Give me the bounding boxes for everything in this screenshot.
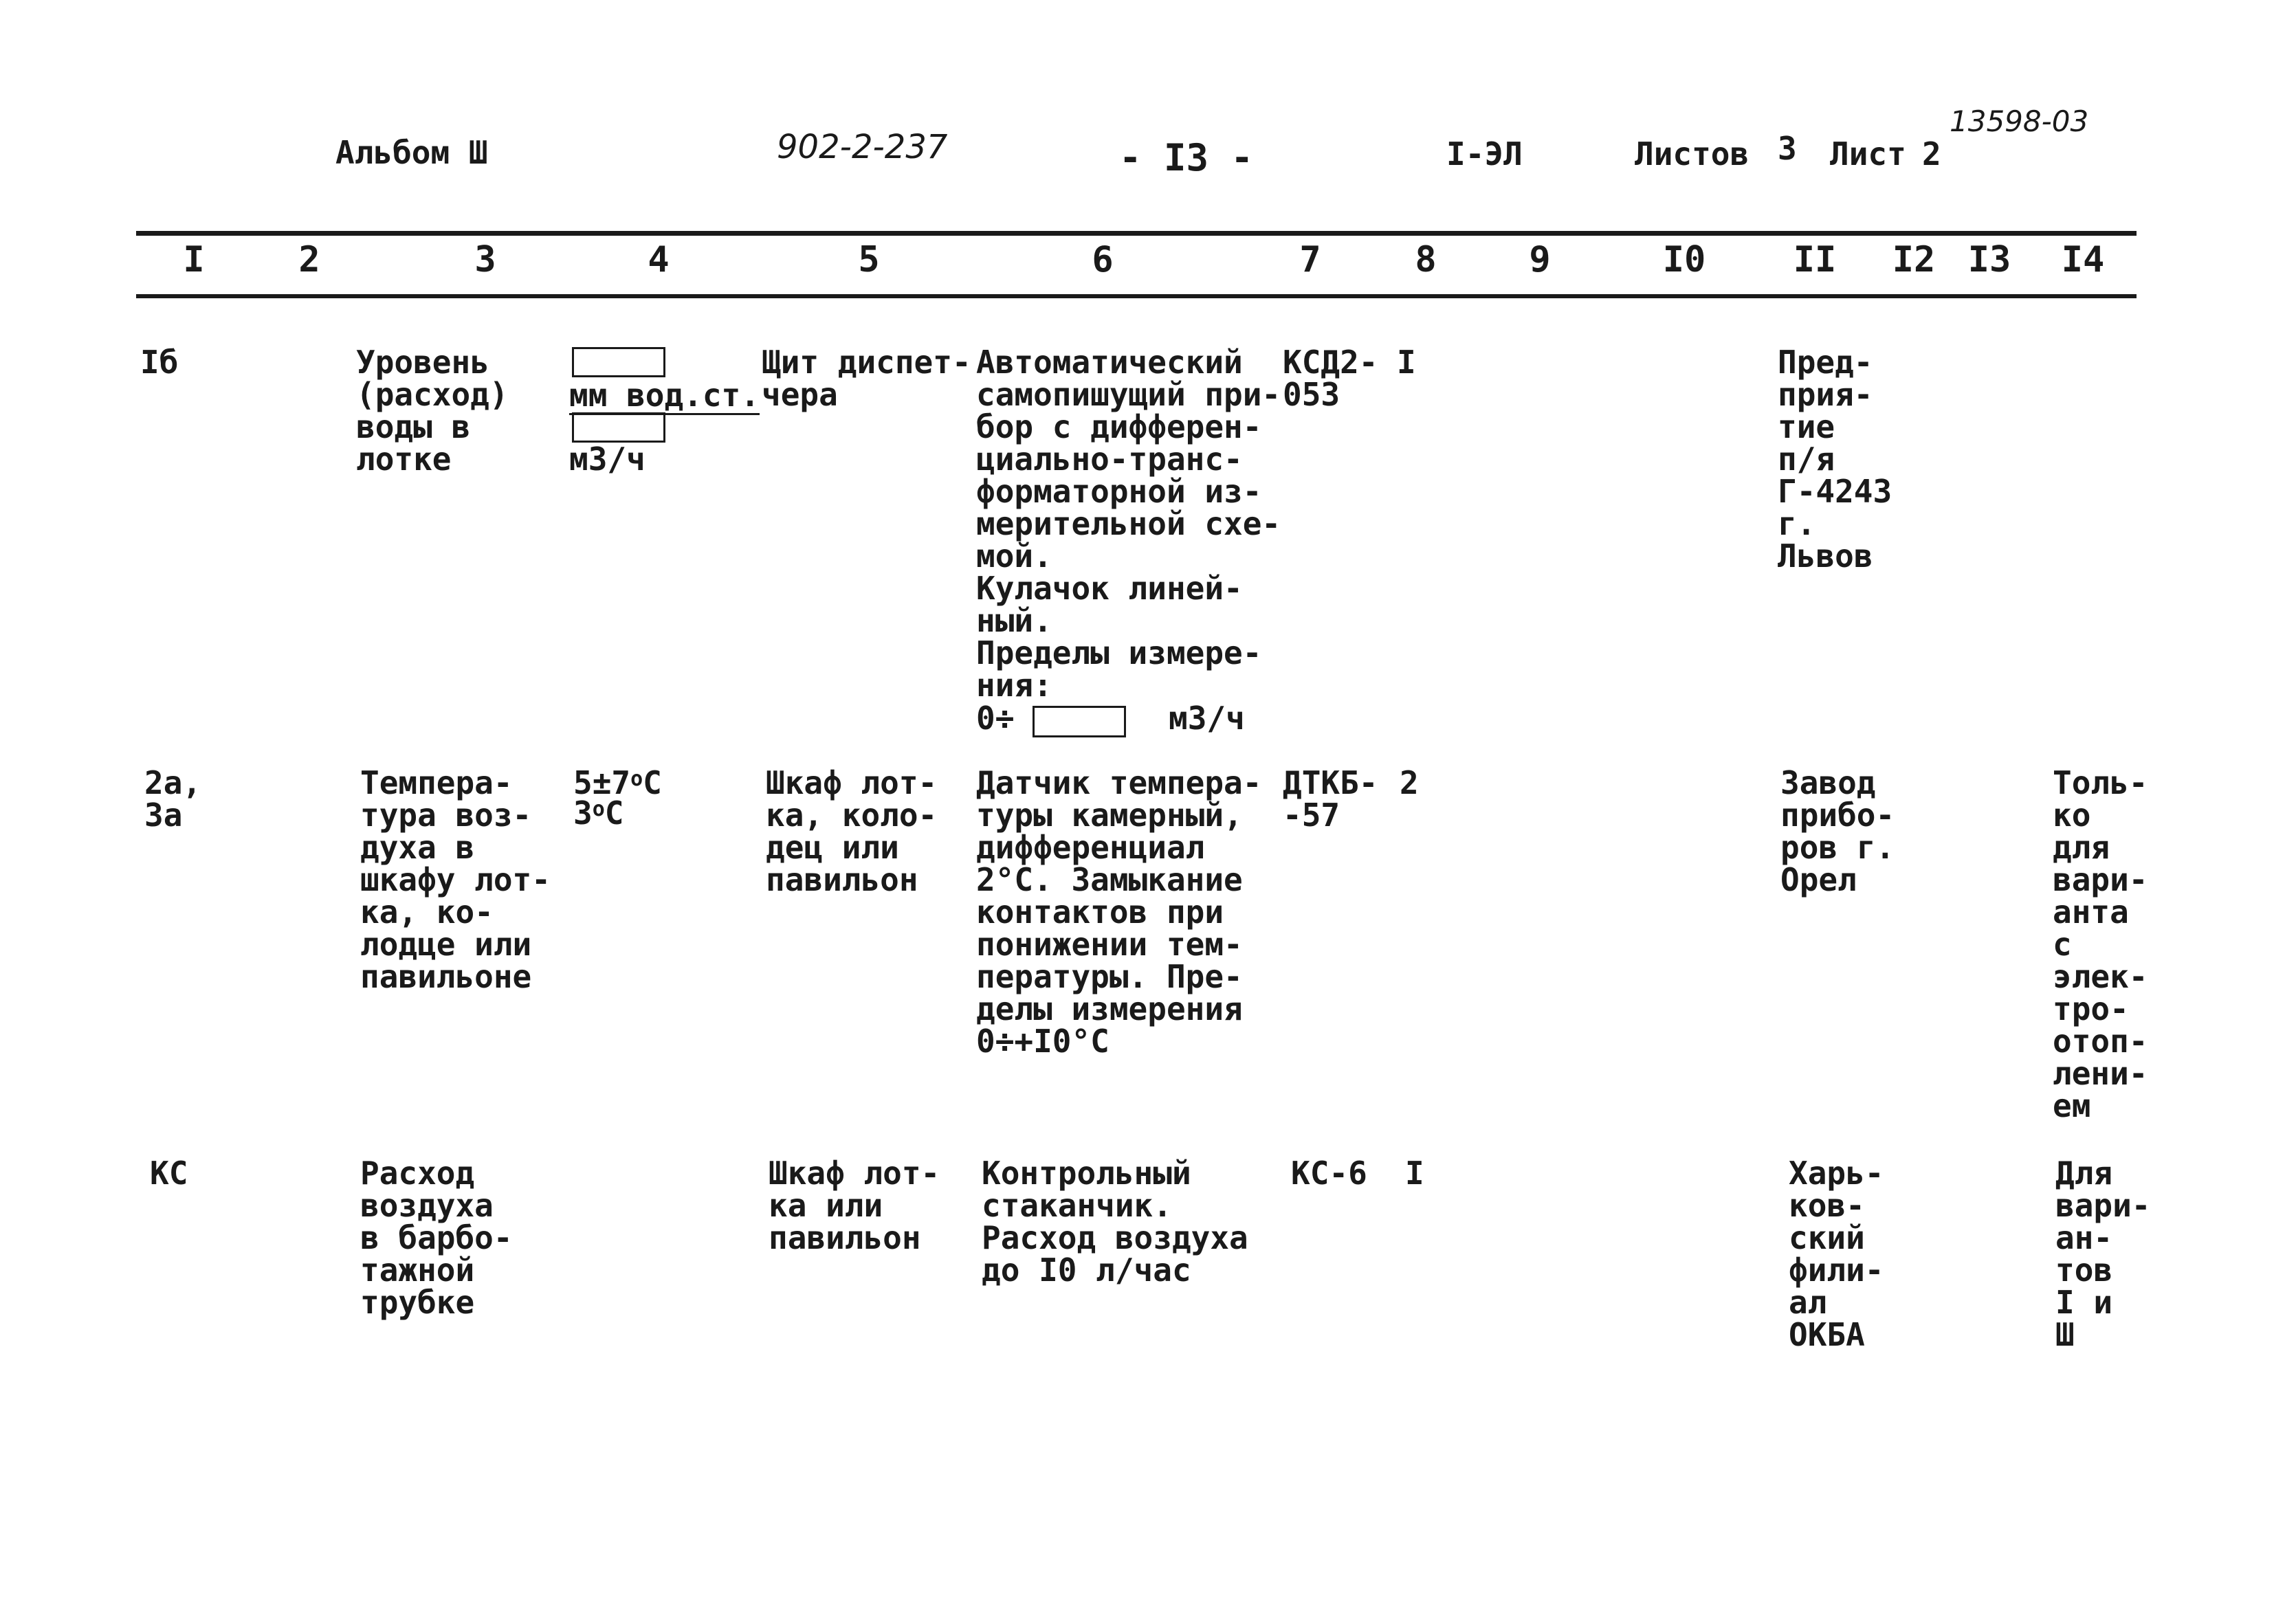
row3-manufacturer: Харь- ков- ский фили- ал ОКБА: [1789, 1155, 1884, 1353]
sheet-label: Лист: [1830, 135, 1906, 173]
document-code: I-ЭЛ: [1446, 135, 1523, 173]
sheets-label: Листов: [1635, 135, 1749, 173]
row1-manufacturer: Пред- прия- тие п/я Г-4243 г. Львов: [1778, 344, 1892, 575]
column-number-5: 5: [858, 239, 880, 280]
row1-type: КСД2- 053: [1283, 344, 1378, 413]
column-number-14: I4: [2061, 239, 2105, 280]
column-number-11: II: [1793, 239, 1837, 280]
row2-setting-degree-2: о: [592, 797, 605, 821]
column-number-12: I2: [1892, 239, 1936, 280]
archive-stamp: 13598-03: [1950, 104, 2089, 138]
row3-quantity: I: [1405, 1155, 1424, 1192]
column-number-2: 2: [298, 239, 320, 280]
column-number-8: 8: [1415, 239, 1437, 280]
row3-parameter: Расход воздуха в барбо- тажной трубке: [360, 1155, 513, 1321]
row2-setting-degree: о: [630, 767, 643, 791]
row1-description: Автоматический самопишущий при- бор с дифферен- циально-транс- форматорной из- мерительной схе- мой. Кулачок линей- ный. Пределы измере- ния:: [976, 344, 1281, 704]
row2-position: 2а, 3а: [144, 764, 202, 834]
header-bottom-rule: [136, 294, 2137, 298]
row1-range-blank-box: [1033, 706, 1126, 737]
row2-location: Шкаф лот- ка, коло- дец или павильон: [766, 764, 938, 898]
row3-location: Шкаф лот- ка или павильон: [769, 1155, 940, 1256]
album-label: Альбом Ш: [335, 134, 488, 171]
row2-manufacturer: Завод прибо- ров г. Орел: [1780, 764, 1895, 898]
row1-parameter: Уровень (расход) воды в лотке: [356, 344, 509, 478]
column-number-1: I: [183, 239, 205, 280]
row2-quantity: 2: [1400, 764, 1419, 801]
row3-description: Контрольный стаканчик. Расход воздуха до I0 л/час: [982, 1155, 1248, 1289]
row1-unit-1: мм вод.ст.: [569, 377, 760, 414]
column-number-3: 3: [474, 239, 496, 280]
row2-setting-2: [573, 794, 624, 832]
row2-setting-unit-2: C: [604, 794, 624, 832]
row1-range-unit: м3/ч: [1169, 700, 1245, 737]
row2-setting-value-2: 3: [573, 794, 593, 832]
row2-note: Толь- ко для вари- анта с элек- тро- отоп- лени- ем: [2053, 764, 2148, 1124]
header-top-rule: [136, 231, 2137, 236]
column-number-4: 4: [648, 239, 670, 280]
row1-range-prefix: 0÷: [976, 700, 1015, 737]
column-number-7: 7: [1299, 239, 1321, 280]
row3-position: КС: [150, 1155, 188, 1192]
sheets-total: 3: [1778, 130, 1797, 167]
doc-number: 902-2-237: [777, 128, 948, 166]
row1-unit-2: м3/ч: [569, 441, 645, 478]
column-number-6: 6: [1092, 239, 1114, 280]
row1-position: Iб: [140, 344, 179, 381]
column-number-10: I0: [1662, 239, 1706, 280]
sheet-number: 2: [1922, 135, 1941, 173]
column-number-9: 9: [1529, 239, 1551, 280]
row2-description: Датчик темпера- туры камерный, дифференциал 2°С. Замыкание контактов при понижении тем- пературы. Пре- делы измерения 0÷+I0°С: [976, 764, 1262, 1060]
row2-parameter: Темпера- тура воз- духа в шкафу лот- ка, ко- лодце или павильоне: [360, 764, 551, 995]
row3-note: Для вари- ан- тов I и Ш: [2055, 1155, 2151, 1353]
row1-location: Щит диспет- чера: [762, 344, 971, 413]
row1-blank-box-2: [572, 412, 665, 443]
row2-type: ДТКБ- -57: [1283, 764, 1378, 834]
row3-type: КС-6: [1291, 1155, 1367, 1192]
row2-setting-unit: C: [643, 764, 662, 801]
page-number: - I3 -: [1119, 136, 1254, 179]
row2-setting-value: 5±7: [573, 764, 631, 801]
row1-quantity: I: [1397, 344, 1416, 381]
row1-blank-box-1: [572, 347, 665, 377]
column-number-13: I3: [1967, 239, 2011, 280]
